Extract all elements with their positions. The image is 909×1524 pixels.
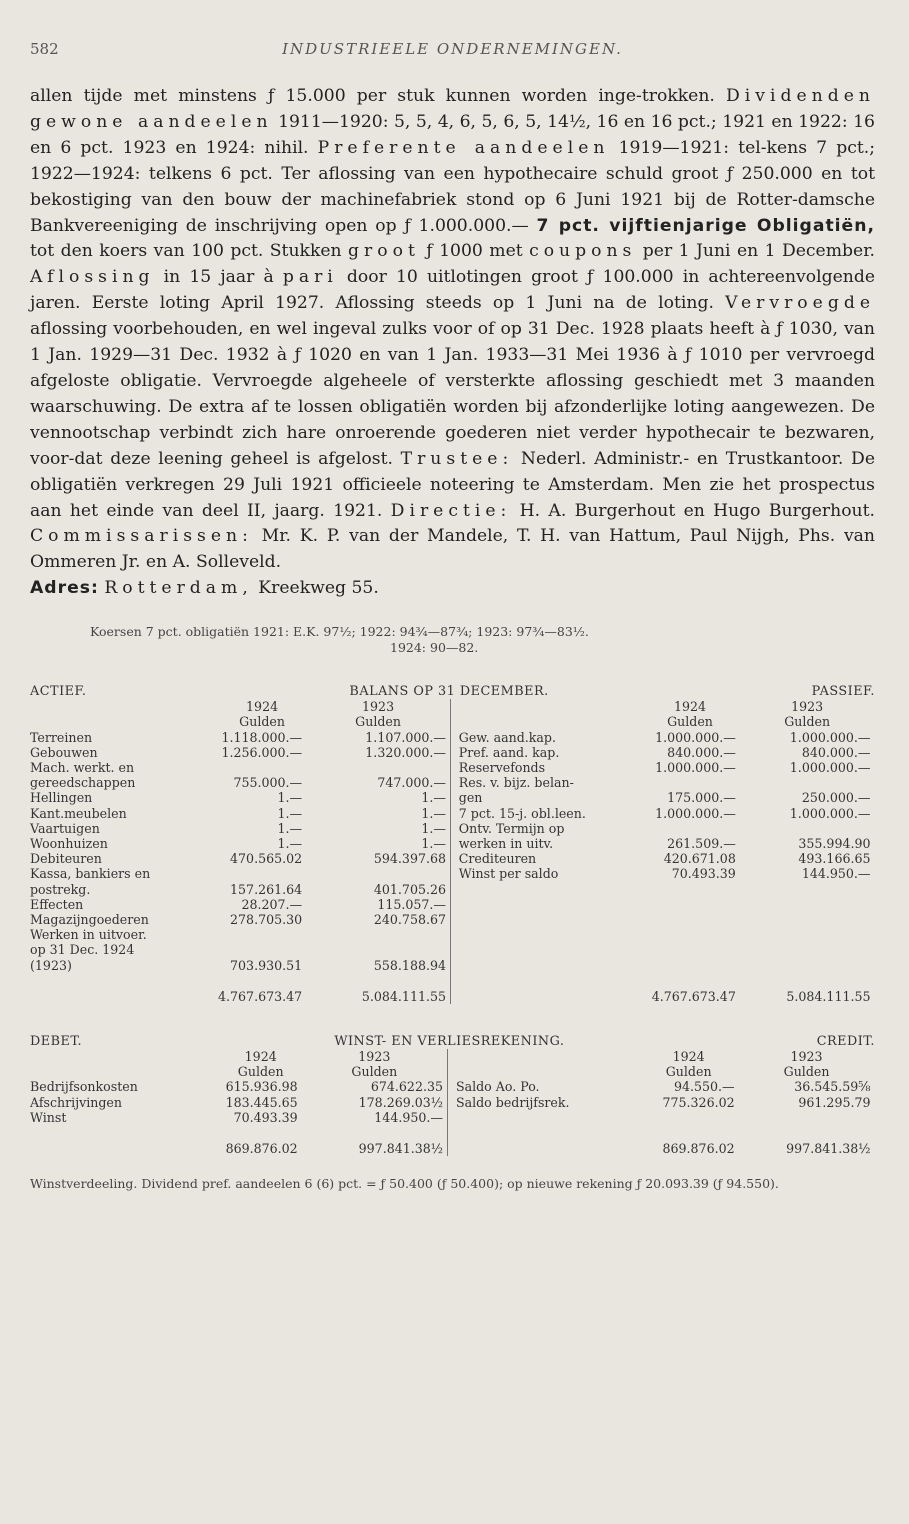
text-uitlotingen: door 10 uitlotingen groot ƒ 100.000 in achtereenvolgende jaren. Eerste loting April 1927. Aflossing steeds op 1 Juni na de loting. — [30, 267, 875, 314]
value-1924: 278.705.30 — [230, 911, 303, 927]
value-1924 — [640, 821, 740, 836]
winst-debet-title: DEBET. — [30, 1033, 83, 1049]
page — [30, 40, 875, 1192]
gap-cell — [451, 897, 459, 912]
row-label — [459, 942, 640, 957]
text-coupons: per 1 Juni en 1 December. — [636, 241, 875, 262]
gap-cell — [451, 973, 459, 1004]
gap-cell — [451, 806, 459, 821]
value-1923: 1.— — [306, 821, 450, 836]
value-1924: 775.326.02 — [662, 1094, 735, 1110]
header-cell — [30, 699, 218, 714]
total-label — [30, 1125, 220, 1156]
row-label — [459, 897, 640, 912]
word-aflossing: Aflossing — [30, 267, 155, 288]
page-number: 582 — [30, 40, 59, 58]
value-1924: 183.445.65 — [225, 1094, 298, 1110]
row-label: Ontv. Termijn op — [458, 820, 565, 836]
value-1924 — [640, 897, 740, 912]
word-coupons: coupons — [529, 241, 637, 262]
table-row — [30, 958, 875, 973]
balans-title-row — [30, 684, 875, 699]
value-1923: 1.000.000.— — [789, 759, 871, 775]
row-label: Reservefonds — [458, 759, 546, 775]
gap-cell — [451, 714, 459, 729]
header-cell: Gulden — [302, 1064, 448, 1079]
table-row — [30, 882, 875, 897]
gap-cell — [451, 760, 459, 775]
value-1923: 493.166.65 — [798, 851, 871, 867]
value-1924 — [640, 942, 740, 957]
row-label: werken in uitv. — [458, 835, 554, 851]
table-row — [30, 790, 875, 805]
text-commissarissen: Mr. K. P. van der Mandele, T. H. van Hattum, Paul Nijgh, Phs. van Ommeren Jr. en A. Solleveld. — [30, 526, 875, 573]
header-cell — [30, 714, 218, 729]
value-1923: 1.— — [306, 836, 450, 851]
value-1923: 144.950.— — [302, 1110, 448, 1125]
label-obligaties: 7 pct. vijftienjarige Obligatiën, — [536, 215, 875, 236]
label-adres: Adres: — [30, 578, 99, 599]
row-label — [459, 958, 640, 973]
koersen-line-1: Koersen 7 pct. obligatiën 1921: E.K. 97½; 1922: 94¾—87¾; 1923: 97¾—83½. — [90, 624, 589, 640]
value-1924: 420.671.08 — [663, 851, 736, 867]
value-1923: 250.000.— — [801, 790, 871, 806]
value-1924: 1.000.000.— — [655, 759, 736, 775]
gap-cell — [451, 745, 459, 760]
row-label: Winst — [30, 1109, 67, 1125]
table-header-row — [30, 1049, 875, 1064]
value-1924: 1.118.000.— — [221, 729, 303, 745]
word-groot: groot — [348, 241, 420, 262]
table-row — [30, 912, 875, 927]
row-label: Saldo Ao. Po. — [455, 1079, 540, 1095]
row-label: postrekg. — [30, 881, 91, 897]
value-1923: 1.320.000.— — [306, 745, 450, 760]
value-1924: 70.493.39 — [671, 866, 736, 882]
balans-title: BALANS OP 31 DECEMBER. — [349, 684, 549, 700]
table-row — [30, 1110, 875, 1125]
value-1924 — [218, 927, 306, 942]
value-1923: 1.107.000.— — [306, 730, 450, 745]
row-label: op 31 Dec. 1924 — [30, 942, 135, 958]
text-aflossing: in 15 jaar à — [154, 267, 283, 288]
row-label: Gew. aand.kap. — [458, 729, 556, 745]
gap-cell — [447, 1125, 455, 1156]
header-cell: Gulden — [237, 1064, 284, 1080]
value-1924 — [639, 1110, 739, 1125]
row-label: Res. v. bijz. belan- — [458, 775, 574, 791]
gap-cell — [447, 1064, 455, 1079]
row-label: Gebouwen — [30, 744, 98, 760]
row-label: Terreinen — [30, 729, 93, 745]
text-stukken: ƒ 1000 met — [419, 241, 530, 262]
value-1924 — [640, 912, 740, 927]
gap-cell — [451, 775, 459, 790]
row-label: Saldo bedrijfsrek. — [455, 1094, 570, 1110]
label-commissarissen: Commissarissen: — [30, 526, 253, 547]
value-1923: 1.000.000.— — [789, 729, 871, 745]
header-cell — [30, 1064, 220, 1079]
total-1923: 5.084.111.55 — [306, 973, 450, 1004]
value-1923: 115.057.— — [306, 897, 450, 912]
winst-table — [30, 1049, 875, 1156]
label-preferente: Preferente aandeelen — [317, 137, 610, 158]
table-row — [30, 942, 875, 957]
text-directie: H. A. Burgerhout en Hugo Burgerhout. — [511, 500, 875, 521]
row-label — [459, 882, 640, 897]
gap-cell — [447, 1095, 455, 1110]
total-1923: 997.841.38½ — [786, 1141, 871, 1156]
value-1923 — [306, 942, 450, 957]
table-row — [30, 851, 875, 866]
value-1924 — [218, 866, 306, 881]
table-row — [30, 897, 875, 912]
header-cell — [30, 1049, 220, 1064]
value-1923 — [740, 912, 875, 927]
gap-cell — [451, 851, 459, 866]
total-1924: 4.767.673.47 — [651, 988, 736, 1004]
gap-cell — [451, 699, 459, 714]
table-header-row — [30, 1064, 875, 1079]
value-1923 — [739, 1110, 875, 1125]
gap-cell — [451, 730, 459, 745]
total-1924: 869.876.02 — [662, 1141, 735, 1156]
label-dividenden-gewone: Dividenden gewone aandeelen — [30, 86, 875, 132]
gap-cell — [451, 790, 459, 805]
value-1924: 1.— — [277, 820, 303, 836]
value-1924: 1.— — [277, 805, 303, 821]
label-directie: Directie: — [390, 500, 512, 521]
header-cell — [456, 1049, 639, 1064]
value-1924: 70.493.39 — [233, 1109, 298, 1125]
header-cell: 1923 — [302, 1049, 448, 1064]
table-row — [30, 1095, 875, 1110]
header-cell: 1924 — [244, 1048, 277, 1064]
winstverdeeling-note: Winstverdeeling. Dividend pref. aandeelen 6 (6) pct. = ƒ 50.400 (ƒ 50.400); op nieuwe rekening ƒ 20.093.39 (ƒ 94.550). — [30, 1176, 779, 1192]
word-vervroegde: Vervroegde — [725, 293, 875, 314]
value-1924: 1.000.000.— — [655, 729, 736, 745]
value-1923 — [740, 958, 875, 973]
value-1924: 703.930.51 — [230, 957, 303, 973]
table-row — [30, 775, 875, 790]
value-1923: 594.397.68 — [306, 851, 450, 866]
row-label: Hellingen — [30, 790, 93, 806]
table-row — [30, 836, 875, 851]
value-1923: 961.295.79 — [798, 1094, 871, 1110]
header-cell: 1924 — [672, 1048, 705, 1064]
text-dividend-intro: allen tijde met minstens ƒ 15.000 per stuk kunnen worden inge-trokken. — [30, 86, 727, 106]
koersen-line-2: 1924: 90—82. — [390, 640, 479, 656]
gap-cell — [451, 942, 459, 957]
winst-title: WINST- EN VERLIESREKENING. — [334, 1033, 565, 1049]
gap-cell — [451, 882, 459, 897]
adres-street: Kreekweg 55. — [252, 578, 379, 599]
text-preferente: 1919—1921: tel-kens 7 pct.; 1922—1924: telkens 6 pct. Ter aflossing van een hypothecaire schuld groot ƒ 250.000 en tot bekostiging van den bouw der machinefabriek stond op 6 Juni 1921 bij de Rotter-damsche Bankvereeniging de inschrijving open op ƒ 1.000.000.— — [30, 137, 875, 236]
table-row — [30, 730, 875, 745]
label-trustee: Trustee: — [400, 448, 514, 469]
value-1923 — [740, 821, 875, 836]
header-cell: 1924 — [673, 699, 707, 715]
total-label — [459, 973, 640, 1004]
row-label: Afschrijvingen — [30, 1094, 122, 1110]
value-1924: 1.000.000.— — [655, 805, 736, 821]
value-1924 — [218, 942, 306, 957]
value-1923: 401.705.26 — [306, 882, 450, 897]
header-cell: Gulden — [665, 1064, 712, 1080]
row-label: Pref. aand. kap. — [458, 744, 560, 760]
value-1923: 355.994.90 — [798, 835, 871, 851]
value-1923 — [306, 927, 450, 942]
gap-cell — [451, 912, 459, 927]
table-row — [30, 760, 875, 775]
value-1924 — [640, 927, 740, 942]
header-cell — [456, 1064, 639, 1079]
text-vervroegde: aflossing voorbehouden, en wel ingeval zulks voor of op 31 Dec. 1928 plaats heeft à ƒ 1030, van 1 Jan. 1929—31 Dec. 1932 à ƒ 1020 en van 1 Jan. 1933—31 Mei 1936 à ƒ 1010 per vervroegd afgeloste obligatie. Vervroegde algeheele of versterkte aflossing geschiedt met 3 maanden waarschuwing. De extra af te lossen obligatiën worden bij afzonderlijke loting aangewezen. De vennootschap verbindt zich hare onroerende goederen niet verder hypothecair te bezwaren, voor-dat deze leening geheel is afgelost. — [30, 319, 875, 469]
header-cell: Gulden — [784, 714, 831, 730]
table-row — [30, 821, 875, 836]
value-1923: 178.269.03½ — [302, 1095, 448, 1110]
value-1923 — [740, 942, 875, 957]
value-1924: 94.550.— — [673, 1079, 735, 1095]
value-1924: 1.— — [277, 790, 303, 806]
row-label: Woonhuizen — [30, 835, 108, 851]
koersen-note — [30, 624, 875, 656]
winst-title-row — [30, 1034, 875, 1049]
table-row — [30, 1079, 875, 1094]
value-1924: 175.000.— — [667, 790, 736, 806]
row-label — [459, 912, 640, 927]
gap-cell — [451, 836, 459, 851]
row-label: Bedrijfsonkosten — [30, 1079, 138, 1095]
value-1923: 558.188.94 — [306, 958, 450, 973]
totals-row — [30, 973, 875, 1004]
value-1923: 1.— — [306, 790, 450, 805]
value-1924: 1.— — [277, 835, 303, 851]
value-1924: 28.207.— — [241, 896, 303, 912]
row-label: Werken in uitvoer. — [30, 927, 147, 943]
value-1923 — [740, 882, 875, 897]
value-1923: 1.000.000.— — [789, 805, 871, 821]
header-cell: 1923 — [791, 699, 824, 715]
value-1923: 36.545.59⅝ — [794, 1079, 871, 1095]
row-label: gen — [458, 790, 483, 806]
row-label: Mach. werkt. en — [30, 759, 135, 775]
value-1924 — [218, 760, 306, 775]
row-label: Effecten — [30, 896, 84, 912]
table-row — [30, 745, 875, 760]
row-label: Vaartuigen — [30, 820, 100, 836]
header-cell: Gulden — [306, 714, 450, 729]
row-label: Winst per saldo — [458, 866, 559, 882]
value-1923 — [306, 866, 450, 881]
header-cell — [459, 699, 640, 714]
company-description — [30, 84, 875, 602]
winst-credit-title: CREDIT. — [816, 1033, 875, 1049]
text-dividend-history: 1911—1920: 5, 5, 4, 6, 5, 6, 5, 14½, 16 en 16 pct.; 1921 en 1922: 16 en 6 pct. 1923 en 1924: nihil. — [30, 111, 875, 158]
row-label: Magazijngoederen — [30, 911, 149, 927]
header-cell: 1923 — [306, 699, 450, 714]
value-1924 — [640, 775, 740, 790]
value-1924 — [640, 958, 740, 973]
table-header-row — [30, 699, 875, 714]
balans-actief-title: ACTIEF. — [30, 684, 87, 700]
value-1924: 261.509.— — [667, 835, 736, 851]
total-1923: 997.841.38½ — [302, 1125, 448, 1156]
value-1924: 157.261.64 — [230, 881, 303, 897]
value-1923: 840.000.— — [801, 744, 871, 760]
gap-cell — [447, 1049, 455, 1064]
balans-passief-title: PASSIEF. — [811, 684, 875, 700]
total-label — [456, 1125, 639, 1156]
header-cell: Gulden — [667, 714, 713, 730]
value-1924 — [640, 882, 740, 897]
total-label — [30, 973, 218, 1004]
total-1923: 5.084.111.55 — [786, 988, 871, 1004]
value-1924: 755.000.— — [233, 775, 303, 791]
header-cell: 1923 — [790, 1048, 823, 1064]
gap-cell — [447, 1079, 455, 1094]
total-1924: 869.876.02 — [225, 1141, 298, 1156]
row-label — [459, 927, 640, 942]
gap-cell — [447, 1110, 455, 1125]
row-label: gereedschappen — [30, 775, 136, 791]
table-header-row — [30, 714, 875, 729]
balans-table — [30, 699, 875, 1004]
value-1923 — [740, 897, 875, 912]
row-label: (1923) — [30, 957, 72, 973]
running-header — [30, 40, 875, 58]
totals-row — [30, 1125, 875, 1156]
row-label: Kassa, bankiers en — [30, 866, 151, 882]
gap-cell — [451, 927, 459, 942]
adres-city: Rotterdam, — [104, 578, 253, 599]
text-trustee: Nederl. Administr.- en Trustkantoor. De obligatiën verkregen 29 Juli 1921 officieele noteering te Amsterdam. Men zie het prospectus aan het einde van deel II, jaarg. 1921. — [30, 448, 875, 521]
word-pari: pari — [282, 267, 338, 288]
value-1923: 674.622.35 — [302, 1079, 448, 1094]
header-cell — [459, 714, 640, 729]
value-1924: 1.256.000.— — [221, 744, 303, 760]
row-label: 7 pct. 15-j. obl.leen. — [458, 805, 586, 821]
value-1923: 240.758.67 — [306, 912, 450, 927]
row-label: Debiteuren — [30, 851, 102, 867]
running-title: INDUSTRIEELE ONDERNEMINGEN. — [282, 40, 623, 58]
row-label: Kant.meubelen — [30, 805, 127, 821]
value-1923: 1.— — [306, 806, 450, 821]
row-label: Crediteuren — [458, 851, 537, 867]
value-1924: 840.000.— — [667, 744, 736, 760]
header-cell: Gulden — [239, 714, 285, 730]
gap-cell — [451, 866, 459, 881]
header-cell: 1924 — [246, 699, 279, 715]
text-koers: tot den koers van 100 pct. Stukken — [30, 241, 349, 262]
value-1923 — [740, 775, 875, 790]
gap-cell — [451, 958, 459, 973]
value-1923 — [306, 760, 450, 775]
value-1923 — [740, 927, 875, 942]
value-1923: 747.000.— — [306, 775, 450, 790]
table-row — [30, 806, 875, 821]
gap-cell — [451, 821, 459, 836]
value-1924: 470.565.02 — [230, 851, 303, 867]
table-row — [30, 866, 875, 881]
row-label — [456, 1110, 639, 1125]
table-row — [30, 927, 875, 942]
header-cell: Gulden — [783, 1064, 830, 1080]
value-1923: 144.950.— — [801, 866, 871, 882]
total-1924: 4.767.673.47 — [218, 988, 303, 1004]
value-1924: 615.936.98 — [225, 1079, 298, 1095]
